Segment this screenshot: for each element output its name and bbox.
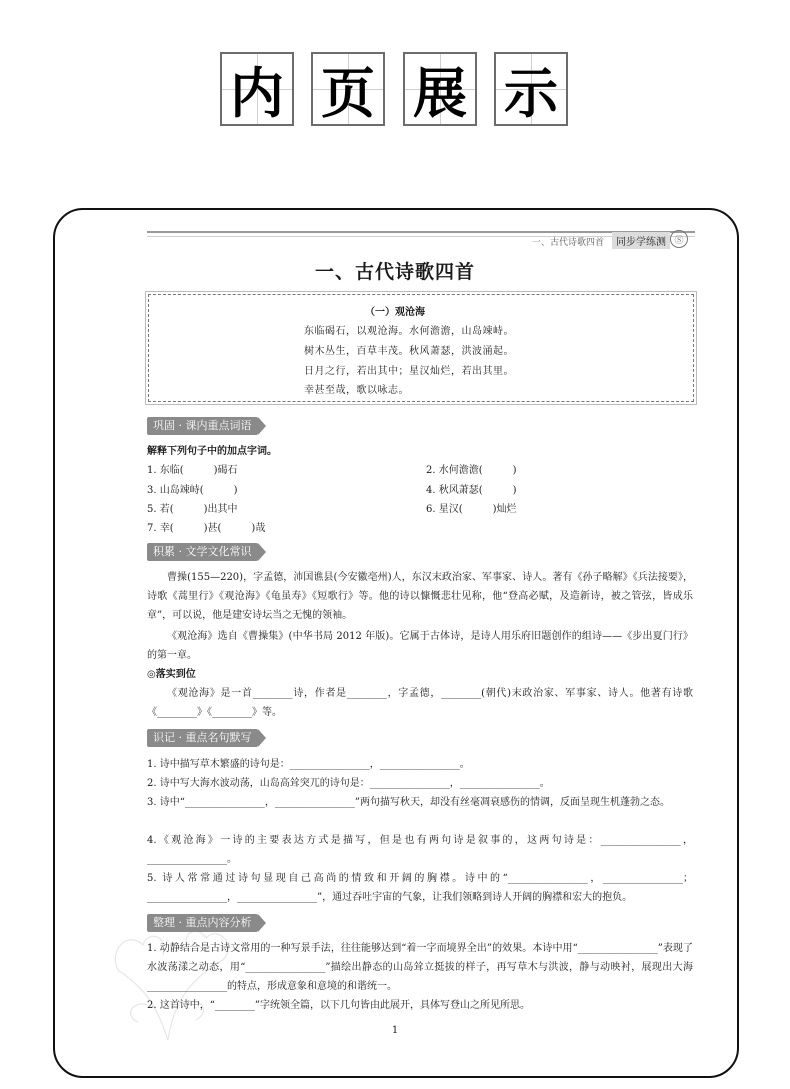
recitation-item: 2. 诗中写大海水波动荡，山岛高耸突兀的诗句是：________________，________________。 [147, 778, 550, 789]
series-logo-icon: Ⓢ [670, 230, 688, 248]
page-number: 1 [391, 1025, 399, 1036]
vocab-item: 2. 水何澹澹( ) [426, 465, 517, 476]
fill-blank-paragraph: 《观沧海》是一首________诗，作者是________，字孟德，________(朝代)末政治家、军事家、诗人。他著有诗歌《________》《________》等。 [147, 688, 693, 718]
banner-char: 内 [230, 61, 284, 125]
source-paragraph: 《观沧海》选自《曹操集》(中华书局 2012 年版)。它属于古体诗，是诗人用乐府旧题创作的组诗——《步出夏门行》的第一章。 [147, 631, 693, 661]
banner-char: 示 [504, 61, 558, 125]
poem-line: 日月之行，若出其中；星汉灿烂，若出其里。 [304, 366, 514, 377]
analysis-item: 1. 动静结合是古诗文常用的一种写景手法，往往能够达到“着一字而境界全出”的效果。本诗中用“________________”表现了水波荡漾之动态，用“________________”描绘出静态的山岛耸立挺拔的样子，再写草木与洪波，静与动映衬，展现出大海________________的特点，形成意象和意境的和谐统一。 [147, 943, 693, 992]
vocab-item: 5. 若( )出其中 [147, 504, 238, 515]
vocab-item: 6. 星汉( )灿烂 [426, 504, 517, 515]
section-heading-recitation: 识记 · 重点名句默写 [147, 729, 258, 747]
analysis-item: 2. 这首诗中，“________”字统领全篇，以下几句皆由此展开，具体写登山之所见所思。 [147, 1000, 530, 1011]
poem-line: 东临碣石，以观沧海。水何澹澹，山岛竦峙。 [304, 326, 514, 337]
section-heading-analysis: 整理 · 重点内容分析 [147, 914, 258, 932]
section-heading-literature: 积累 · 文学文化常识 [147, 543, 258, 561]
vocab-instruction: 解释下列句子中的加点字词。 [147, 446, 277, 457]
chapter-title: 一、古代诗歌四首 [314, 261, 475, 283]
recitation-item: 1. 诗中描写草木繁盛的诗句是：________________，________________。 [147, 759, 470, 770]
recitation-item: 5. 诗人常常通过诗句显现自己高尚的情致和开阔的胸襟。诗中的“________________，________________；________________，________________”，通过吞吐宇宙的气象，让我们领略到诗人开阔的胸襟和宏大的抱负。 [147, 873, 693, 903]
banner-char: 页 [321, 61, 375, 125]
banner-tile-3 [403, 52, 477, 126]
poem-line: 幸甚至哉，歌以咏志。 [304, 385, 409, 396]
banner-char: 展 [413, 61, 467, 125]
poem-line: 树木丛生，百草丰茂。秋风萧瑟，洪波涌起。 [304, 346, 514, 357]
vocab-item: 4. 秋风萧瑟( ) [426, 485, 517, 496]
running-header-tag: 同步学练测 [612, 232, 670, 249]
vocab-item: 1. 东临( )碣石 [147, 465, 238, 476]
banner-tile-1 [220, 52, 294, 126]
practice-subheading: ◎落实到位 [147, 669, 196, 680]
recitation-item: 3. 诗中“________________，________________”两句描写秋天，却没有丝毫凋衰感伤的情调，反面呈现生机蓬勃之态。 [147, 797, 670, 808]
recitation-item: 4.《观沧海》一诗的主要表达方式是描写，但是也有两句诗是叙事的，这两句诗是：________________，________________。 [147, 835, 693, 865]
vocab-item: 3. 山岛竦峙( ) [147, 485, 238, 496]
running-header-chapter: 一、古代诗歌四首 [532, 238, 605, 248]
poem-subtitle: （一）观沧海 [365, 307, 425, 318]
banner-tile-2 [311, 52, 385, 126]
vocab-item: 7. 幸( )甚( )哉 [147, 523, 266, 534]
banner-tile-4 [494, 52, 568, 126]
author-bio-paragraph: 曹操(155—220)，字孟德，沛国谯县(今安徽亳州)人，东汉末政治家、军事家、诗人。著有《孙子略解》《兵法接要》，诗歌《蒿里行》《观沧海》《龟虽寿》《短歌行》等。他的诗以慷慨悲壮见称，他“登高必赋，及造新诗，被之管弦，皆成乐章”，可以说，他是建安诗坛当之无愧的领袖。 [147, 572, 693, 621]
section-heading-vocab: 巩固 · 课内重点词语 [147, 417, 258, 435]
